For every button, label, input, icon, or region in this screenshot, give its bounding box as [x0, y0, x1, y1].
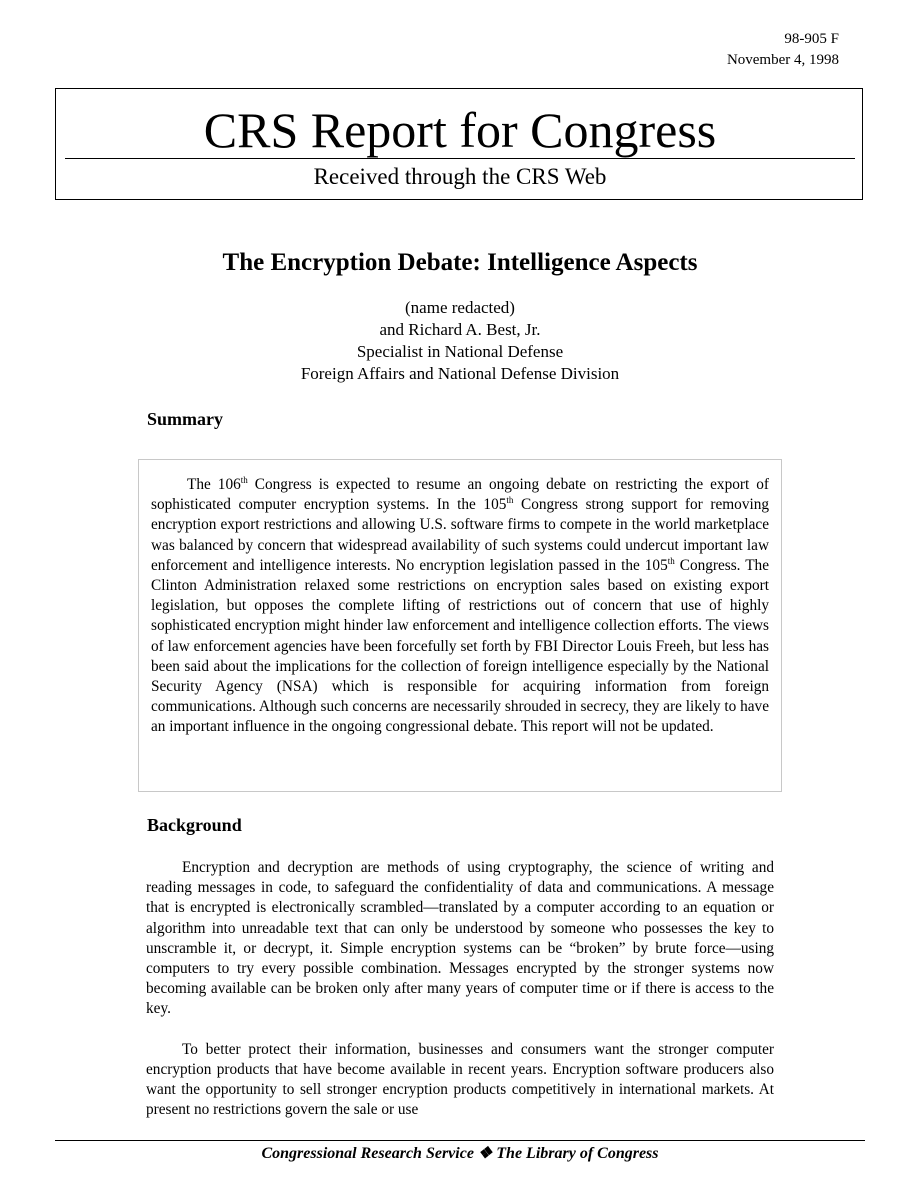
ordinal-suffix: th: [506, 495, 514, 506]
author-block: [0, 297, 920, 385]
background-heading: Background: [147, 815, 242, 835]
author-line: Foreign Affairs and National Defense Division: [300, 364, 620, 383]
summary-paragraph: [151, 475, 769, 738]
ordinal-suffix: th: [240, 475, 248, 485]
summary-text: Congress. The Clinton Administration relaxed some restrictions on encryption sales based on existing export legislation, but opposes the complete lifting of restrictions out of concern that use of highly sophisticated encryption might hinder law enforcement and intelligence collection efforts. The views of law enforcement agencies have been forcefully set forth by FBI Director Louis Freeh, but less has been said about the implications for the collection of foreign intelligence especially by the National Security Agency (NSA) which is responsible for acquiring information from foreign communications. Although such concerns are necessarily shrouded in secrecy, they are likely to have an important influence in the ongoing congressional debate. This report will not be updated.: [151, 556, 769, 736]
footer-divider: [55, 1140, 865, 1141]
background-paragraph: To better protect their information, businesses and consumers want the stronger computer encryption products that have become available in recent years. Encryption software producers also want the opportunity to sell stronger encryption products competitively in international markets. At present no restrictions govern the sale or use: [146, 1040, 774, 1119]
ordinal-suffix: th: [667, 555, 675, 566]
summary-box: [138, 459, 782, 792]
summary-text: The 106: [187, 476, 241, 493]
summary-text: Congress is expected to resume an ongoing debate on restricting the export of sophisticated computer encryption systems. In the 105: [151, 476, 769, 514]
banner-title: CRS Report for Congress: [203, 102, 717, 158]
author-line: (name redacted): [405, 298, 515, 317]
banner-subtitle: Received through the CRS Web: [313, 164, 607, 189]
background-body: [146, 858, 774, 1120]
author-line: Specialist in National Defense: [356, 342, 564, 361]
summary-text: Congress strong support for removing encryption export restrictions and allowing U.S. software firms to compete in the world marketplace was balanced by concern that widespread availability of such systems could undercut important law enforcement and intelligence interests. No encryption legislation passed in the 105: [151, 496, 770, 574]
document-title: The Encryption Debate: Intelligence Aspects: [222, 249, 698, 276]
background-paragraph: Encryption and decryption are methods of using cryptography, the science of writing and reading messages in code, to safeguard the confidentiality of data and communications. A message that is encrypted is electronically scrambled—translated by a computer according to an equation or algorithm into unreadable text that can only be understood by someone who possesses the key to unscramble it, or decrypt, it. Simple encryption systems can be “broken” by brute force—using computers to try every possible combination. Messages encrypted by the stronger systems now becoming available can be broken only after many years of computer time or if there is access to the key.: [146, 859, 774, 1018]
report-number: 98-905 F: [784, 31, 839, 47]
report-date: November 4, 1998: [726, 52, 839, 68]
footer-credit: Congressional Research Service ❖ The Library of Congress: [261, 1145, 659, 1162]
summary-heading: Summary: [147, 409, 223, 429]
author-line: and Richard A. Best, Jr.: [379, 320, 541, 339]
banner-divider: [65, 158, 855, 159]
